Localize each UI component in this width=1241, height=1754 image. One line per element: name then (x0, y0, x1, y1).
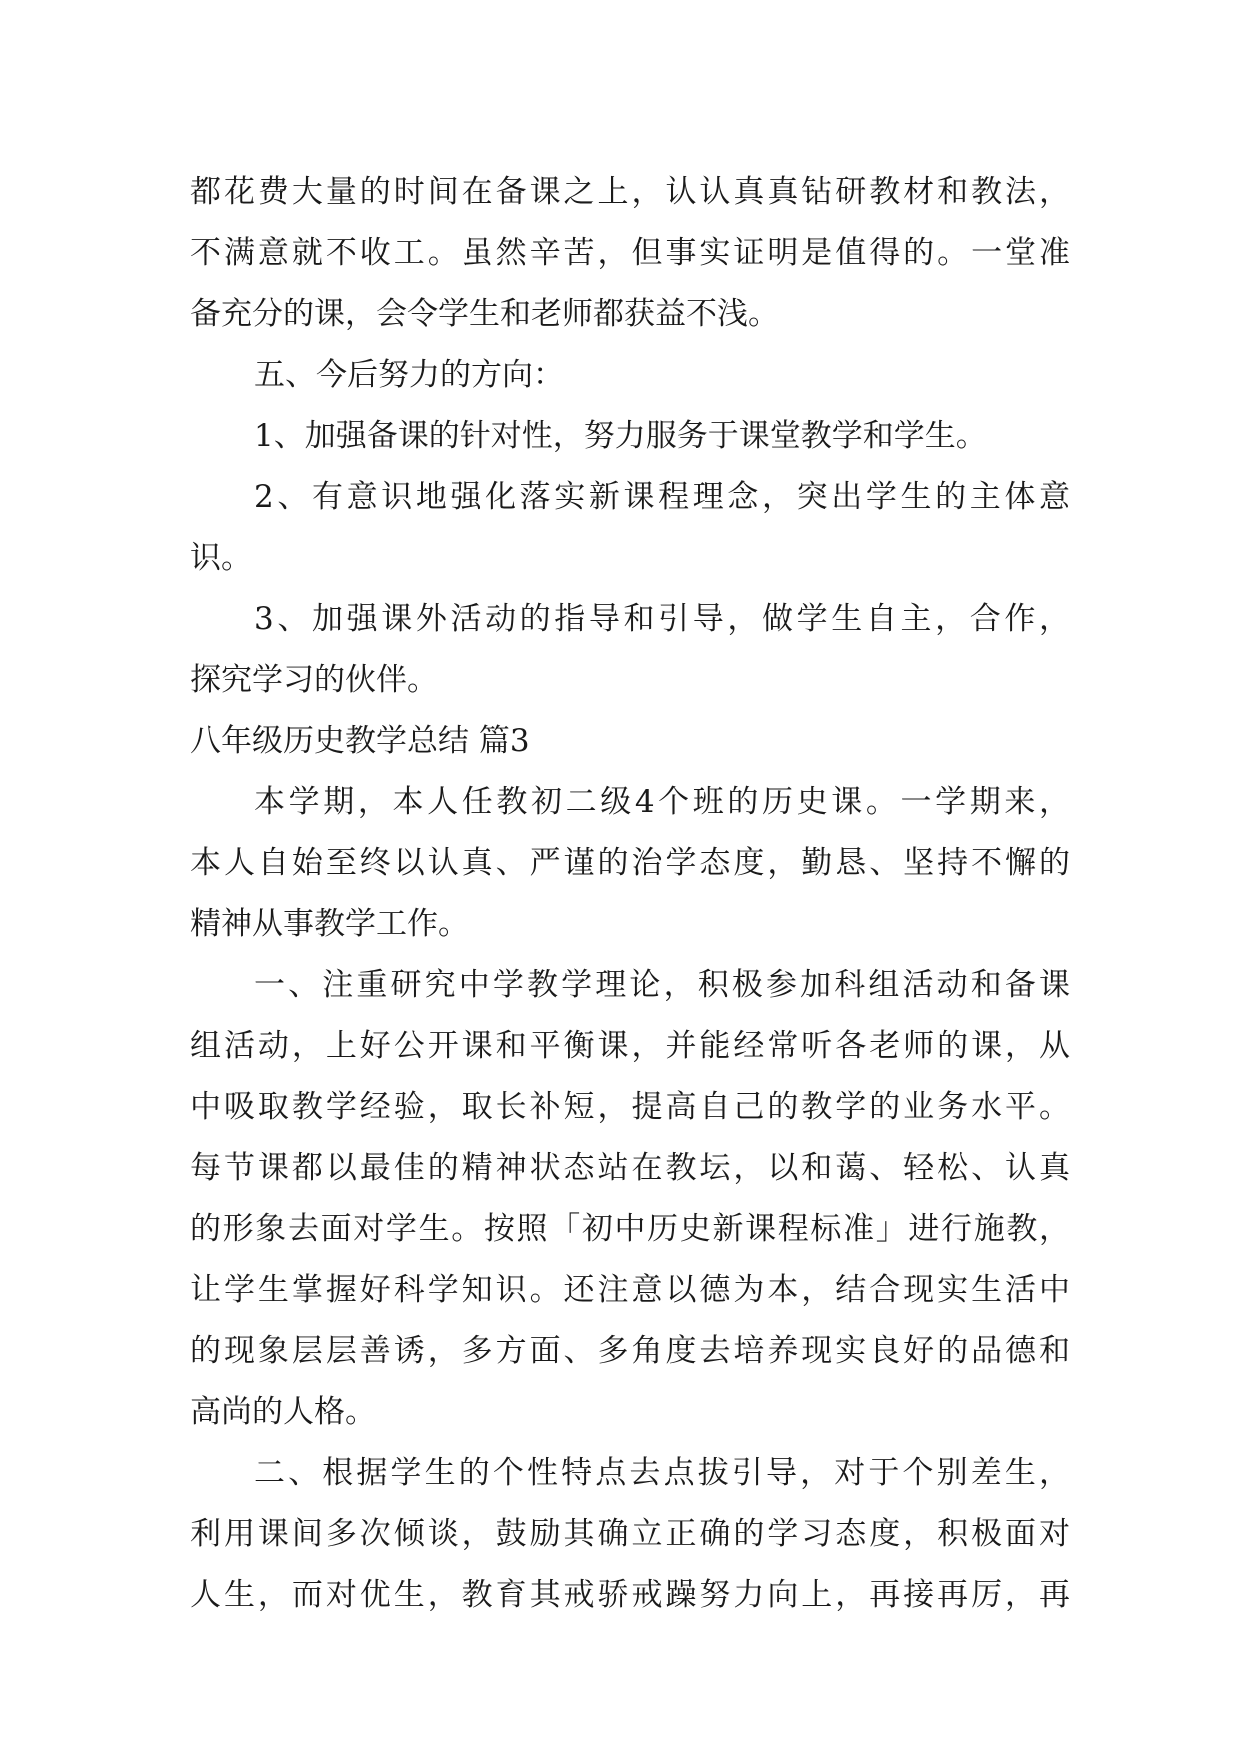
text-line: 识。 (190, 540, 252, 576)
text-line: 中吸取教学经验，取长补短，提高自己的教学的业务水平。 (190, 1089, 1070, 1125)
text-line: 的形象去面对学生。按照「初中历史新课程标准」进行施教， (190, 1211, 1070, 1247)
list-item: 3、加强课外活动的指导和引导，做学生自主，合作， (254, 601, 1070, 637)
text-line: 让学生掌握好科学知识。还注意以德为本，结合现实生活中 (190, 1272, 1070, 1308)
text-line: 本人自始至终以认真、严谨的治学态度，勤恳、坚持不懈的 (190, 845, 1070, 881)
document-body (190, 162, 1070, 1626)
text-line: 的现象层层善诱，多方面、多角度去培养现实良好的品德和 (190, 1333, 1070, 1369)
paragraph-start: 一、注重研究中学教学理论，积极参加科组活动和备课 (254, 967, 1070, 1003)
text-line: 高尚的人格。 (190, 1394, 376, 1430)
paragraph-start: 本学期，本人任教初二级4个班的历史课。一学期来， (254, 784, 1070, 820)
list-item: 1、加强备课的针对性，努力服务于课堂教学和学生。 (254, 418, 987, 454)
list-item: 2、有意识地强化落实新课程理念，突出学生的主体意 (254, 479, 1070, 515)
text-line: 利用课间多次倾谈，鼓励其确立正确的学习态度，积极面对 (190, 1516, 1070, 1552)
text-line: 每节课都以最佳的精神状态站在教坛，以和蔼、轻松、认真 (190, 1150, 1070, 1186)
text-line: 组活动，上好公开课和平衡课，并能经常听各老师的课，从 (190, 1028, 1070, 1064)
text-line: 探究学习的伙伴。 (190, 662, 438, 698)
paragraph-start: 二、根据学生的个性特点去点拔引导，对于个别差生， (254, 1455, 1070, 1491)
article-title: 八年级历史教学总结 篇3 (190, 723, 530, 759)
text-line: 精神从事教学工作。 (190, 906, 469, 942)
text-line: 不满意就不收工。虽然辛苦，但事实证明是值得的。一堂准 (190, 235, 1070, 271)
text-line: 备充分的课，会令学生和老师都获益不浅。 (190, 296, 779, 332)
section-heading: 五、今后努力的方向： (254, 357, 564, 393)
text-line: 都花费大量的时间在备课之上，认认真真钻研教材和教法， (190, 174, 1070, 210)
text-line: 人生，而对优生，教育其戒骄戒躁努力向上，再接再厉，再 (190, 1577, 1070, 1613)
